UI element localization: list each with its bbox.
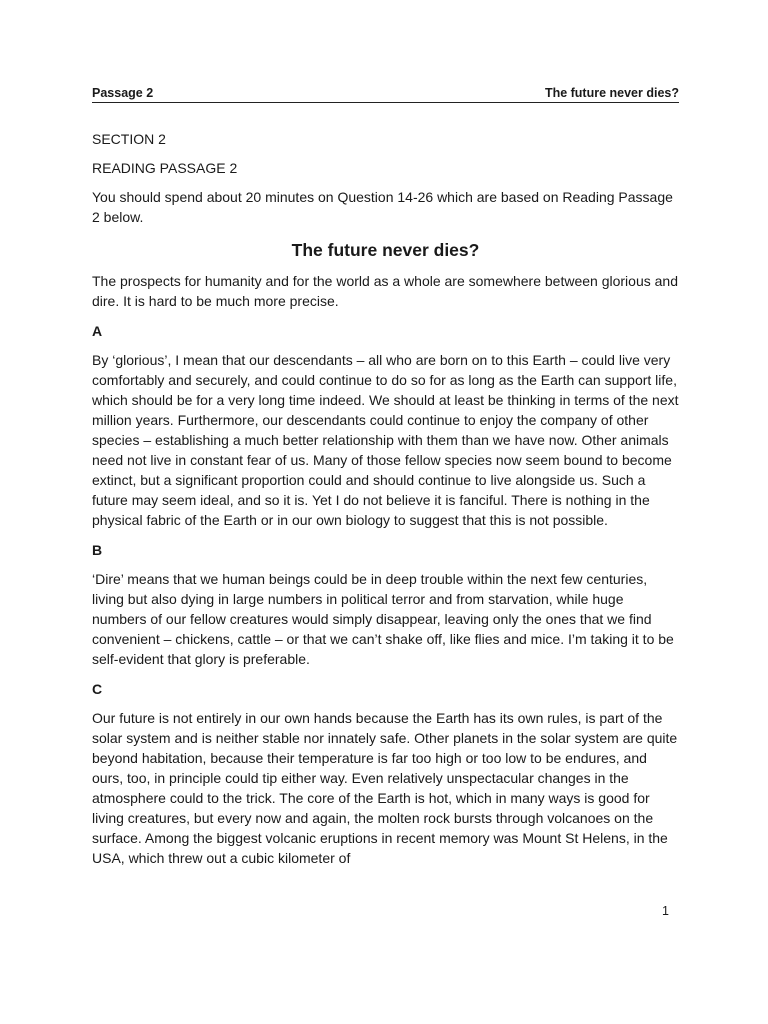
page-header — [92, 86, 679, 103]
section-label: SECTION 2 — [92, 131, 166, 147]
header-left: Passage 2 — [92, 86, 154, 100]
section-a-letter: A — [92, 323, 103, 339]
section-c-paragraph: Our future is not entirely in our own hands because the Earth has its own rules, is part of the solar system and is neither stable nor innately safe. Other planets in the solar system are quite beyond habitation, because their temperature is far too high or too low to be endures, and ours, too, in principle could tip either way. Even relatively unspectacular changes in the atmosphere could to the trick. The core of the Earth is hot, which in many ways is good for living creatures, but every now and again, the molten rock bursts through volcanoes on the surface. Among the biggest volcanic eruptions in recent memory was Mount St Helens, in the USA, which threw out a cubic kilometer of — [92, 710, 678, 866]
intro-paragraph: The prospects for humanity and for the world as a whole are somewhere between glorious and dire. It is hard to be much more precise. — [92, 273, 678, 309]
section-c-letter: C — [92, 681, 103, 697]
instructions: You should spend about 20 minutes on Question 14-26 which are based on Reading Passage 2 below. — [92, 189, 673, 225]
section-b-letter: B — [92, 542, 103, 558]
section-b-paragraph: ‘Dire’ means that we human beings could be in deep trouble within the next few centuries, living but also dying in large numbers in political terror and from starvation, while huge numbers of our fellow creatures would simply disappear, leaving only the ones that we find convenient – chickens, cattle – or that we can’t shake off, like flies and mice. I’m taking it to be self-evident that glory is preferable. — [92, 571, 674, 667]
passage-title: The future never dies? — [291, 240, 480, 260]
reading-passage-label: READING PASSAGE 2 — [92, 160, 238, 176]
section-a-paragraph: By ‘glorious’, I mean that our descendants – all who are born on to this Earth – could live very comfortably and securely, and could continue to do so for as long as the Earth can support life, which should be for a very long time indeed. We should at least be thinking in terms of the next million years. Furthermore, our descendants could continue to enjoy the company of other species – establishing a much better relationship with them than we have now. Other animals need not live in constant fear of us. Many of those fellow species now seem bound to become extinct, but a significant proportion could and should continue to live alongside us. Such a future may seem ideal, and so it is. Yet I do not believe it is fanciful. There is nothing in the physical fabric of the Earth or in our own biology to suggest that this is not possible. — [92, 352, 679, 528]
document-page — [92, 86, 679, 868]
header-right: The future never dies? — [544, 86, 679, 100]
page-number: 1 — [662, 904, 669, 918]
